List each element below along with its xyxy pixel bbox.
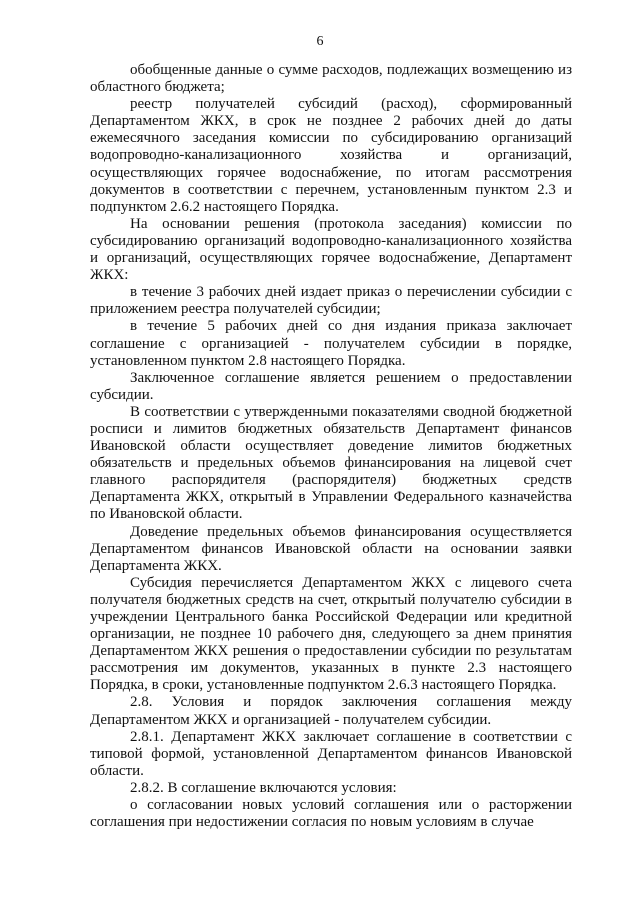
body-text [90, 62, 572, 831]
paragraph: 2.8.1. Департамент ЖКХ заключает соглашение в соответствии с типовой формой, установленной Департаментом финансов Ивановской области. [90, 728, 572, 779]
paragraph: о согласовании новых условий соглашения или о расторжении соглашения при недостижении согласия по новым условиям в случае [90, 797, 572, 831]
page-number: 6 [316, 34, 324, 49]
paragraph: В соответствии с утвержденными показателями сводной бюджетной росписи и лимитов бюджетных обязательств Департамент финансов Ивановской области осуществляет доведение лимитов бюджетных обязательств и предельных объемов финансирования на лицевой счет главного распорядителя (распорядителя) бюджетных средств Департамента ЖКХ, открытый в Управлении Федерального казначейства по Ивановской области. [90, 403, 572, 523]
paragraph: реестр получателей субсидий (расход), сформированный Департаментом ЖКХ, в срок не позднее 2 рабочих дней до даты ежемесячного заседания комиссии по субсидированию организаций водопроводно-канализационного хозяйства и организаций, осуществляющих горячее водоснабжение, по итогам рассмотрения документов в соответствии с перечнем, установленным пунктом 2.3 и подпунктом 2.6.2 настоящего Порядка. [90, 96, 572, 215]
paragraph: Субсидия перечисляется Департаментом ЖКХ с лицевого счета получателя бюджетных средств на счет, открытый получателю субсидии в учреждении Центрального банка Российской Федерации или кредитной организации, не позднее 10 рабочего дня, следующего за днем принятия Департаментом ЖКХ решения о предоставлении субсидии по результатам рассмотрения им документов, указанных в пункте 2.3 настоящего Порядка, в сроки, установленные подпунктом 2.6.3 настоящего Порядка. [90, 574, 572, 694]
paragraph: обобщенные данные о сумме расходов, подлежащих возмещению из областного бюджета; [90, 62, 572, 96]
paragraph: Доведение предельных объемов финансирования осуществляется Департаментом финансов Ивановской области на основании заявки Департамента ЖКХ. [90, 523, 572, 574]
section-heading: 2.8. Условия и порядок заключения соглашения между Департаментом ЖКХ и организацией - получателем субсидии. [90, 694, 572, 728]
paragraph: 2.8.2. В соглашение включаются условия: [130, 779, 397, 796]
paragraph: в течение 3 рабочих дней издает приказ о перечислении субсидии с приложением реестра получателей субсидии; [90, 284, 572, 318]
paragraph: Заключенное соглашение является решением о предоставлении субсидии. [90, 369, 572, 403]
paragraph: в течение 5 рабочих дней со дня издания приказа заключает соглашение с организацией - получателем субсидии в порядке, установленном пунктом 2.8 настоящего Порядка. [90, 318, 572, 369]
paragraph: На основании решения (протокола заседания) комиссии по субсидированию организаций водопроводно-канализационного хозяйства и организаций, осуществляющих горячее водоснабжение, Департамент ЖКХ: [90, 215, 572, 284]
